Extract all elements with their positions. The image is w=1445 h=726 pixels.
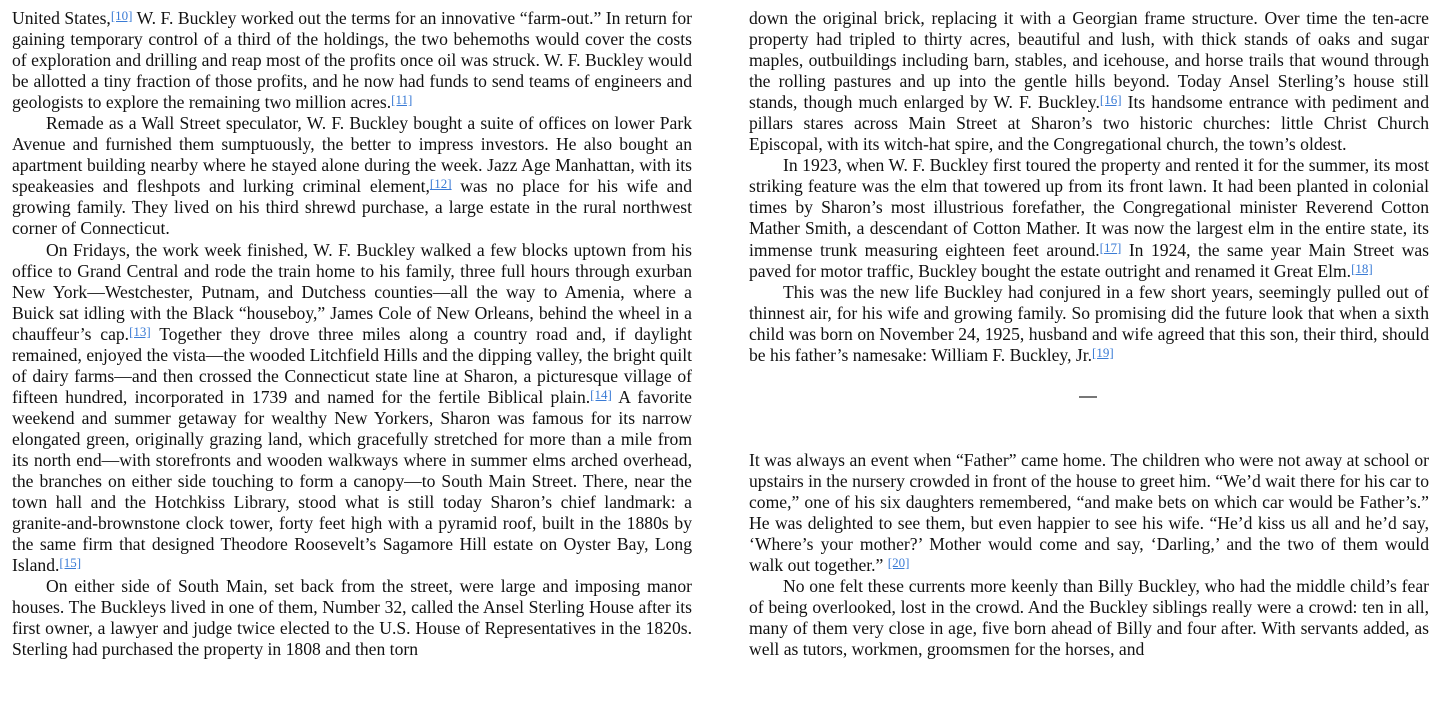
footnote-link[interactable]: [13] — [129, 323, 151, 339]
paragraph — [749, 282, 1429, 366]
paragraph-text: A favorite weekend and summer getaway for wealthy New Yorkers, Sharon was famous for its narrow elongated green, originally grazing land, which gracefully stretched for more than a mile from its north end—with storefronts and wooden walkways where in summer elms arched overhead, the branches on either side touching to form a canopy—to South Main Street. There, near the town hall and the Hotchkiss Library, stood what is still today Sharon’s chief landmark: a granite-and-brownstone clock tower, forty feet high with a pyramid roof, built in the 1880s by the same firm that designed Theodore Roosevelt’s Sagamore Hill estate on Oyster Bay, Long Island. — [12, 386, 692, 576]
paragraph-text: This was the new life Buckley had conjured in a few short years, seemingly pulled out of thinnest air, for his wife and growing family. So promising did the future look that when a sixth child was born on November 24, 1925, husband and wife agreed that this son, their third, should be his father’s namesake: William F. Buckley, Jr. — [749, 281, 1429, 365]
paragraph — [12, 8, 692, 113]
paragraph-text: No one felt these currents more keenly than Billy Buckley, who had the middle child’s fear of being overlooked, lost in the crowd. And the Buckley siblings really were a crowd: ten in all, many of them very close in age, five born ahead of Billy and four after. With servants added, as well as tutors, workmen, groomsmen for the horses, and — [749, 576, 1429, 660]
footnote-link[interactable]: [20] — [887, 555, 910, 571]
footnote-link[interactable]: [17] — [1099, 239, 1122, 255]
paragraph-text: In 1923, when W. F. Buckley first toured the property and rented it for the summer, its most striking feature was the elm that towered up from its front lawn. It had been planted in colonial times by Sharon’s most illustrious forefather, the Congregational minister Reverend Cotton Mather Smith, a descendant of Cotton Mather. It was now the largest elm in the entire state, its immense trunk measuring eighteen feet around. — [749, 155, 1429, 260]
section-break — [749, 366, 1429, 450]
paragraph-text: was no place for his wife and growing family. They lived on his third shrewd purchase, a large estate in the rural northwest corner of Connecticut. — [12, 176, 692, 239]
paragraph-text: Its handsome entrance with pediment and pillars stares across Main Street at Sharon’s two historic churches: little Christ Church Episcopal, with its witch-hat spire, and the Congregational church, the town’s oldest. — [749, 92, 1429, 155]
paragraph — [12, 240, 692, 577]
paragraph — [749, 576, 1429, 660]
paragraph — [749, 155, 1429, 281]
paragraph-text: On either side of South Main, set back from the street, were large and imposing manor houses. The Buckleys lived in one of them, Number 32, called the Ansel Sterling House after its first owner, a lawyer and judge twice elected to the U.S. House of Representatives in the 1820s. Sterling had purchased the property in 1808 and then torn — [12, 576, 692, 660]
footnote-link[interactable]: [15] — [59, 555, 82, 571]
paragraph-text: Together they drove three miles along a country road and, if daylight remained, enjoyed the vista—the wooded Litchfield Hills and the dipping valley, the bright quilt of dairy farms—and then crossed the Connecticut state line at Sharon, a picturesque village of fifteen hundred, incorporated in 1739 and named for the fertile Biblical plain. — [12, 323, 692, 407]
paragraph — [12, 113, 692, 239]
footnote-link[interactable]: [14] — [590, 386, 612, 402]
footnote-link[interactable]: [19] — [1092, 344, 1114, 360]
paragraph-text: On Fridays, the work week finished, W. F. Buckley walked a few blocks uptown from his office to Grand Central and rode the train home to his family, three full hours through exurban New York—Westchester, Putnam, and Dutchess counties—all the way to Amenia, where a Buick sat idling with the Black “houseboy,” James Cole of New Orleans, behind the wheel in a chauffeur’s cap. — [12, 239, 692, 344]
footnote-link[interactable]: [12] — [429, 176, 452, 192]
section-break-dash — [1079, 396, 1097, 398]
paragraph — [749, 8, 1429, 155]
right-column — [749, 8, 1429, 660]
paragraph-text: down the original brick, replacing it with a Georgian frame structure. Over time the ten-acre property had tripled to thirty acres, beautiful and lush, with thick stands of oaks and sugar maples, outbuildings including barn, stables, and icehouse, and horse trails that wound through the rolling pastures and up into the gentle hills beyond. Today Ansel Sterling’s house still stands, though much enlarged by W. F. Buckley. — [749, 8, 1429, 113]
paragraph-text: United States, — [12, 8, 111, 28]
left-column — [12, 8, 692, 660]
paragraph-text: In 1924, the same year Main Street was paved for motor traffic, Buckley bought the estate outright and renamed it Great Elm. — [749, 239, 1429, 281]
footnote-link[interactable]: [18] — [1351, 260, 1373, 276]
paragraph — [749, 450, 1429, 576]
footnote-link[interactable]: [16] — [1099, 92, 1122, 108]
paragraph-text: W. F. Buckley worked out the terms for an innovative “farm-out.” In return for gaining temporary control of a third of the holdings, the two behemoths would cover the costs of exploration and drilling and reap most of the profits once oil was struck. W. F. Buckley would be allotted a tiny fraction of those profits, and he now had funds to send teams of engineers and geologists to explore the remaining two million acres. — [12, 8, 692, 113]
paragraph-text: It was always an event when “Father” came home. The children who were not away at school or upstairs in the nursery crowded in front of the house to greet him. “We’d wait there for his car to come,” one of his six daughters remembered, “and make bets on which car would be Father’s.” He was delighted to see them, but even happier to see his wife. “He’d kiss us all and he’d say, ‘Where’s your mother?’ Mother would come and say, ‘Darling,’ and the two of them would walk out together.” — [749, 449, 1429, 576]
paragraph-text: Remade as a Wall Street speculator, W. F. Buckley bought a suite of offices on lower Park Avenue and furnished them sumptuously, the better to impress investors. He also bought an apartment building nearby where he stayed alone during the week. Jazz Age Manhattan, with its speakeasies and fleshpots and lurking criminal element, — [12, 113, 692, 197]
footnote-link[interactable]: [10] — [110, 8, 133, 23]
paragraph — [12, 576, 692, 660]
footnote-link[interactable]: [11] — [391, 92, 413, 108]
